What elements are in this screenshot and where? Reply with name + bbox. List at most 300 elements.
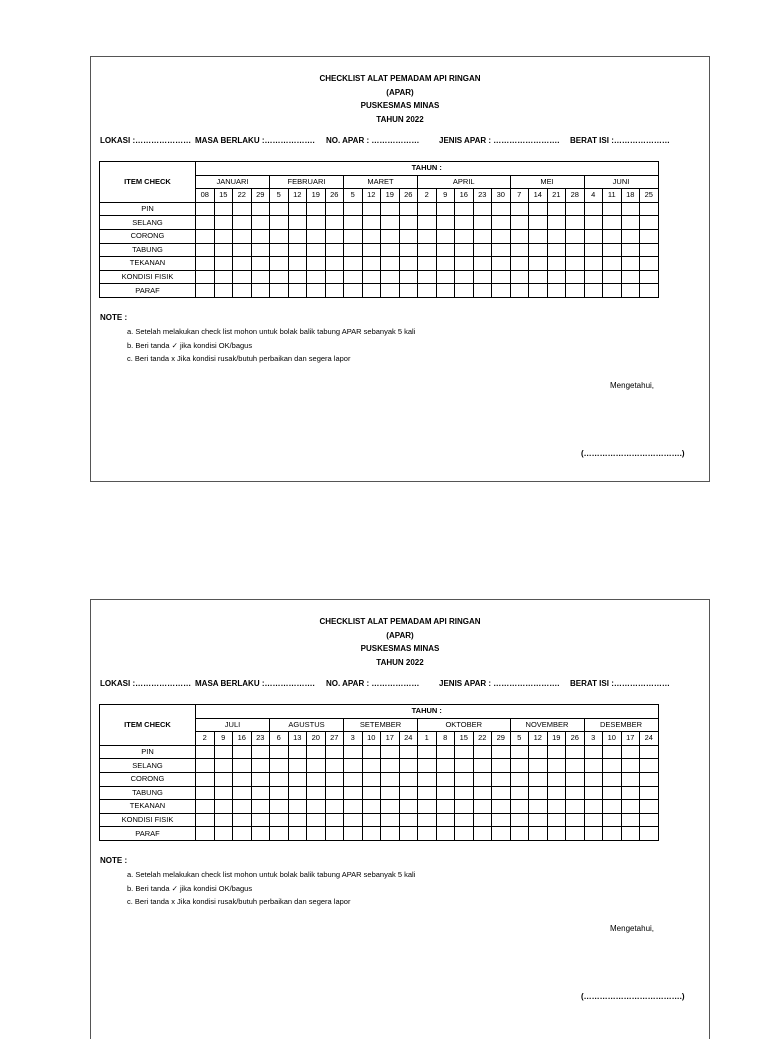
check-cell[interactable] — [381, 216, 400, 230]
signature-line[interactable]: (……………………………….) — [581, 992, 685, 1001]
check-cell[interactable] — [455, 216, 474, 230]
check-cell[interactable] — [288, 827, 307, 841]
check-cell[interactable] — [270, 202, 289, 216]
check-cell[interactable] — [196, 745, 215, 759]
check-cell[interactable] — [436, 772, 455, 786]
check-cell[interactable] — [529, 813, 548, 827]
check-cell[interactable] — [270, 284, 289, 298]
check-cell[interactable] — [233, 827, 252, 841]
check-cell[interactable] — [362, 243, 381, 257]
check-cell[interactable] — [288, 772, 307, 786]
check-cell[interactable] — [436, 813, 455, 827]
check-cell[interactable] — [603, 243, 622, 257]
check-cell[interactable] — [251, 813, 270, 827]
check-cell[interactable] — [603, 257, 622, 271]
check-cell[interactable] — [214, 257, 233, 271]
check-cell[interactable] — [418, 202, 437, 216]
check-cell[interactable] — [362, 827, 381, 841]
check-cell[interactable] — [510, 216, 529, 230]
check-cell[interactable] — [344, 759, 363, 773]
check-cell[interactable] — [566, 270, 585, 284]
check-cell[interactable] — [233, 243, 252, 257]
check-cell[interactable] — [436, 745, 455, 759]
check-cell[interactable] — [251, 284, 270, 298]
check-cell[interactable] — [492, 745, 511, 759]
check-cell[interactable] — [603, 745, 622, 759]
check-cell[interactable] — [381, 270, 400, 284]
check-cell[interactable] — [307, 270, 326, 284]
check-cell[interactable] — [566, 813, 585, 827]
check-cell[interactable] — [381, 800, 400, 814]
check-cell[interactable] — [344, 284, 363, 298]
check-cell[interactable] — [640, 284, 659, 298]
check-cell[interactable] — [288, 759, 307, 773]
check-cell[interactable] — [399, 284, 418, 298]
check-cell[interactable] — [547, 786, 566, 800]
check-cell[interactable] — [603, 813, 622, 827]
check-cell[interactable] — [418, 229, 437, 243]
check-cell[interactable] — [473, 229, 492, 243]
check-cell[interactable] — [455, 745, 474, 759]
check-cell[interactable] — [584, 270, 603, 284]
check-cell[interactable] — [399, 759, 418, 773]
check-cell[interactable] — [640, 745, 659, 759]
check-cell[interactable] — [233, 800, 252, 814]
check-cell[interactable] — [233, 786, 252, 800]
check-cell[interactable] — [418, 800, 437, 814]
check-cell[interactable] — [362, 229, 381, 243]
check-cell[interactable] — [510, 813, 529, 827]
masa-berlaku-field[interactable]: MASA BERLAKU :………………. — [195, 136, 315, 145]
check-cell[interactable] — [196, 216, 215, 230]
check-cell[interactable] — [418, 216, 437, 230]
check-cell[interactable] — [529, 284, 548, 298]
check-cell[interactable] — [492, 243, 511, 257]
check-cell[interactable] — [621, 759, 640, 773]
check-cell[interactable] — [547, 270, 566, 284]
check-cell[interactable] — [325, 284, 344, 298]
check-cell[interactable] — [325, 786, 344, 800]
check-cell[interactable] — [196, 257, 215, 271]
check-cell[interactable] — [455, 800, 474, 814]
check-cell[interactable] — [436, 800, 455, 814]
check-cell[interactable] — [436, 284, 455, 298]
check-cell[interactable] — [399, 800, 418, 814]
check-cell[interactable] — [362, 270, 381, 284]
check-cell[interactable] — [325, 813, 344, 827]
check-cell[interactable] — [214, 827, 233, 841]
check-cell[interactable] — [436, 827, 455, 841]
check-cell[interactable] — [381, 745, 400, 759]
check-cell[interactable] — [399, 813, 418, 827]
check-cell[interactable] — [399, 229, 418, 243]
check-cell[interactable] — [566, 284, 585, 298]
check-cell[interactable] — [381, 243, 400, 257]
check-cell[interactable] — [288, 270, 307, 284]
check-cell[interactable] — [270, 257, 289, 271]
check-cell[interactable] — [418, 813, 437, 827]
check-cell[interactable] — [640, 257, 659, 271]
check-cell[interactable] — [196, 284, 215, 298]
check-cell[interactable] — [325, 270, 344, 284]
check-cell[interactable] — [436, 202, 455, 216]
check-cell[interactable] — [233, 813, 252, 827]
check-cell[interactable] — [455, 243, 474, 257]
check-cell[interactable] — [547, 813, 566, 827]
check-cell[interactable] — [621, 257, 640, 271]
check-cell[interactable] — [492, 759, 511, 773]
check-cell[interactable] — [344, 270, 363, 284]
check-cell[interactable] — [547, 257, 566, 271]
check-cell[interactable] — [529, 772, 548, 786]
check-cell[interactable] — [418, 270, 437, 284]
check-cell[interactable] — [344, 243, 363, 257]
check-cell[interactable] — [362, 284, 381, 298]
check-cell[interactable] — [362, 786, 381, 800]
check-cell[interactable] — [399, 786, 418, 800]
check-cell[interactable] — [566, 786, 585, 800]
check-cell[interactable] — [547, 202, 566, 216]
check-cell[interactable] — [529, 216, 548, 230]
check-cell[interactable] — [344, 257, 363, 271]
check-cell[interactable] — [510, 229, 529, 243]
check-cell[interactable] — [214, 229, 233, 243]
check-cell[interactable] — [436, 216, 455, 230]
check-cell[interactable] — [510, 257, 529, 271]
check-cell[interactable] — [492, 270, 511, 284]
check-cell[interactable] — [473, 202, 492, 216]
check-cell[interactable] — [344, 772, 363, 786]
check-cell[interactable] — [584, 216, 603, 230]
check-cell[interactable] — [455, 202, 474, 216]
check-cell[interactable] — [196, 270, 215, 284]
check-cell[interactable] — [492, 786, 511, 800]
check-cell[interactable] — [621, 745, 640, 759]
check-cell[interactable] — [547, 745, 566, 759]
check-cell[interactable] — [196, 827, 215, 841]
check-cell[interactable] — [510, 243, 529, 257]
check-cell[interactable] — [418, 745, 437, 759]
check-cell[interactable] — [251, 800, 270, 814]
check-cell[interactable] — [288, 257, 307, 271]
check-cell[interactable] — [640, 270, 659, 284]
no-apar-field[interactable]: NO. APAR : ……………… — [326, 136, 420, 145]
check-cell[interactable] — [418, 772, 437, 786]
check-cell[interactable] — [362, 745, 381, 759]
check-cell[interactable] — [399, 202, 418, 216]
check-cell[interactable] — [621, 202, 640, 216]
check-cell[interactable] — [325, 216, 344, 230]
check-cell[interactable] — [307, 284, 326, 298]
check-cell[interactable] — [288, 202, 307, 216]
check-cell[interactable] — [381, 284, 400, 298]
check-cell[interactable] — [270, 772, 289, 786]
check-cell[interactable] — [362, 257, 381, 271]
check-cell[interactable] — [344, 800, 363, 814]
check-cell[interactable] — [473, 772, 492, 786]
check-cell[interactable] — [251, 229, 270, 243]
check-cell[interactable] — [566, 759, 585, 773]
check-cell[interactable] — [381, 827, 400, 841]
check-cell[interactable] — [640, 827, 659, 841]
check-cell[interactable] — [547, 800, 566, 814]
check-cell[interactable] — [214, 745, 233, 759]
check-cell[interactable] — [381, 772, 400, 786]
check-cell[interactable] — [455, 284, 474, 298]
check-cell[interactable] — [214, 243, 233, 257]
check-cell[interactable] — [603, 786, 622, 800]
check-cell[interactable] — [196, 813, 215, 827]
check-cell[interactable] — [325, 827, 344, 841]
check-cell[interactable] — [251, 202, 270, 216]
check-cell[interactable] — [529, 827, 548, 841]
check-cell[interactable] — [214, 270, 233, 284]
check-cell[interactable] — [436, 759, 455, 773]
check-cell[interactable] — [455, 270, 474, 284]
check-cell[interactable] — [325, 202, 344, 216]
check-cell[interactable] — [566, 216, 585, 230]
check-cell[interactable] — [214, 813, 233, 827]
check-cell[interactable] — [584, 800, 603, 814]
check-cell[interactable] — [233, 759, 252, 773]
check-cell[interactable] — [529, 786, 548, 800]
check-cell[interactable] — [547, 284, 566, 298]
check-cell[interactable] — [344, 202, 363, 216]
check-cell[interactable] — [270, 786, 289, 800]
check-cell[interactable] — [381, 759, 400, 773]
check-cell[interactable] — [510, 786, 529, 800]
check-cell[interactable] — [418, 786, 437, 800]
check-cell[interactable] — [251, 827, 270, 841]
masa-berlaku-field[interactable]: MASA BERLAKU :………………. — [195, 679, 315, 688]
check-cell[interactable] — [344, 813, 363, 827]
check-cell[interactable] — [196, 243, 215, 257]
check-cell[interactable] — [270, 827, 289, 841]
check-cell[interactable] — [307, 772, 326, 786]
check-cell[interactable] — [473, 759, 492, 773]
check-cell[interactable] — [473, 827, 492, 841]
check-cell[interactable] — [603, 270, 622, 284]
check-cell[interactable] — [584, 745, 603, 759]
check-cell[interactable] — [510, 827, 529, 841]
check-cell[interactable] — [621, 827, 640, 841]
check-cell[interactable] — [455, 229, 474, 243]
check-cell[interactable] — [418, 243, 437, 257]
check-cell[interactable] — [621, 270, 640, 284]
check-cell[interactable] — [362, 813, 381, 827]
check-cell[interactable] — [640, 800, 659, 814]
berat-isi-field[interactable]: BERAT ISI :………………… — [570, 679, 670, 688]
check-cell[interactable] — [214, 800, 233, 814]
check-cell[interactable] — [399, 243, 418, 257]
check-cell[interactable] — [473, 270, 492, 284]
lokasi-field[interactable]: LOKASI :………………… — [100, 136, 192, 145]
check-cell[interactable] — [436, 243, 455, 257]
check-cell[interactable] — [473, 243, 492, 257]
check-cell[interactable] — [529, 745, 548, 759]
check-cell[interactable] — [492, 202, 511, 216]
check-cell[interactable] — [399, 270, 418, 284]
check-cell[interactable] — [473, 786, 492, 800]
check-cell[interactable] — [399, 745, 418, 759]
check-cell[interactable] — [621, 772, 640, 786]
check-cell[interactable] — [196, 800, 215, 814]
check-cell[interactable] — [584, 786, 603, 800]
check-cell[interactable] — [473, 800, 492, 814]
check-cell[interactable] — [251, 745, 270, 759]
check-cell[interactable] — [214, 202, 233, 216]
check-cell[interactable] — [640, 243, 659, 257]
check-cell[interactable] — [251, 270, 270, 284]
check-cell[interactable] — [381, 202, 400, 216]
check-cell[interactable] — [399, 257, 418, 271]
check-cell[interactable] — [492, 216, 511, 230]
check-cell[interactable] — [510, 284, 529, 298]
check-cell[interactable] — [510, 270, 529, 284]
check-cell[interactable] — [381, 786, 400, 800]
check-cell[interactable] — [196, 786, 215, 800]
check-cell[interactable] — [418, 759, 437, 773]
check-cell[interactable] — [640, 202, 659, 216]
check-cell[interactable] — [251, 772, 270, 786]
check-cell[interactable] — [399, 827, 418, 841]
check-cell[interactable] — [436, 229, 455, 243]
check-cell[interactable] — [233, 772, 252, 786]
check-cell[interactable] — [566, 257, 585, 271]
check-cell[interactable] — [584, 243, 603, 257]
check-cell[interactable] — [584, 284, 603, 298]
check-cell[interactable] — [621, 229, 640, 243]
check-cell[interactable] — [251, 243, 270, 257]
check-cell[interactable] — [455, 813, 474, 827]
check-cell[interactable] — [621, 786, 640, 800]
check-cell[interactable] — [492, 827, 511, 841]
check-cell[interactable] — [307, 243, 326, 257]
check-cell[interactable] — [436, 786, 455, 800]
check-cell[interactable] — [307, 202, 326, 216]
check-cell[interactable] — [307, 216, 326, 230]
check-cell[interactable] — [510, 772, 529, 786]
check-cell[interactable] — [566, 243, 585, 257]
check-cell[interactable] — [529, 202, 548, 216]
check-cell[interactable] — [621, 243, 640, 257]
check-cell[interactable] — [621, 800, 640, 814]
check-cell[interactable] — [399, 772, 418, 786]
check-cell[interactable] — [418, 284, 437, 298]
check-cell[interactable] — [584, 257, 603, 271]
check-cell[interactable] — [603, 759, 622, 773]
check-cell[interactable] — [362, 800, 381, 814]
check-cell[interactable] — [344, 786, 363, 800]
check-cell[interactable] — [547, 243, 566, 257]
check-cell[interactable] — [270, 800, 289, 814]
jenis-apar-field[interactable]: JENIS APAR : ……………………. — [439, 679, 560, 688]
check-cell[interactable] — [233, 745, 252, 759]
check-cell[interactable] — [455, 786, 474, 800]
check-cell[interactable] — [325, 759, 344, 773]
check-cell[interactable] — [547, 759, 566, 773]
check-cell[interactable] — [584, 202, 603, 216]
check-cell[interactable] — [566, 772, 585, 786]
check-cell[interactable] — [584, 759, 603, 773]
check-cell[interactable] — [584, 772, 603, 786]
check-cell[interactable] — [547, 229, 566, 243]
check-cell[interactable] — [529, 257, 548, 271]
check-cell[interactable] — [344, 827, 363, 841]
check-cell[interactable] — [196, 772, 215, 786]
check-cell[interactable] — [547, 216, 566, 230]
lokasi-field[interactable]: LOKASI :………………… — [100, 679, 192, 688]
check-cell[interactable] — [325, 745, 344, 759]
check-cell[interactable] — [233, 229, 252, 243]
check-cell[interactable] — [529, 759, 548, 773]
check-cell[interactable] — [325, 772, 344, 786]
check-cell[interactable] — [473, 813, 492, 827]
check-cell[interactable] — [603, 229, 622, 243]
check-cell[interactable] — [214, 786, 233, 800]
check-cell[interactable] — [640, 216, 659, 230]
check-cell[interactable] — [196, 202, 215, 216]
check-cell[interactable] — [307, 800, 326, 814]
check-cell[interactable] — [381, 229, 400, 243]
check-cell[interactable] — [640, 229, 659, 243]
check-cell[interactable] — [288, 786, 307, 800]
check-cell[interactable] — [362, 772, 381, 786]
check-cell[interactable] — [455, 827, 474, 841]
check-cell[interactable] — [270, 813, 289, 827]
year-label[interactable]: TAHUN : — [196, 162, 659, 176]
check-cell[interactable] — [603, 800, 622, 814]
check-cell[interactable] — [251, 216, 270, 230]
check-cell[interactable] — [381, 257, 400, 271]
check-cell[interactable] — [455, 772, 474, 786]
check-cell[interactable] — [214, 216, 233, 230]
check-cell[interactable] — [603, 202, 622, 216]
check-cell[interactable] — [307, 257, 326, 271]
check-cell[interactable] — [288, 800, 307, 814]
check-cell[interactable] — [529, 243, 548, 257]
check-cell[interactable] — [566, 202, 585, 216]
check-cell[interactable] — [418, 257, 437, 271]
check-cell[interactable] — [418, 827, 437, 841]
check-cell[interactable] — [473, 745, 492, 759]
check-cell[interactable] — [344, 745, 363, 759]
check-cell[interactable] — [603, 827, 622, 841]
check-cell[interactable] — [399, 216, 418, 230]
check-cell[interactable] — [325, 229, 344, 243]
check-cell[interactable] — [288, 229, 307, 243]
check-cell[interactable] — [307, 786, 326, 800]
check-cell[interactable] — [510, 202, 529, 216]
check-cell[interactable] — [270, 216, 289, 230]
check-cell[interactable] — [547, 772, 566, 786]
check-cell[interactable] — [621, 813, 640, 827]
check-cell[interactable] — [196, 759, 215, 773]
check-cell[interactable] — [603, 772, 622, 786]
check-cell[interactable] — [603, 284, 622, 298]
check-cell[interactable] — [547, 827, 566, 841]
check-cell[interactable] — [584, 827, 603, 841]
check-cell[interactable] — [381, 813, 400, 827]
check-cell[interactable] — [288, 243, 307, 257]
check-cell[interactable] — [214, 772, 233, 786]
check-cell[interactable] — [436, 270, 455, 284]
check-cell[interactable] — [529, 229, 548, 243]
check-cell[interactable] — [344, 216, 363, 230]
check-cell[interactable] — [251, 257, 270, 271]
check-cell[interactable] — [473, 257, 492, 271]
check-cell[interactable] — [510, 800, 529, 814]
